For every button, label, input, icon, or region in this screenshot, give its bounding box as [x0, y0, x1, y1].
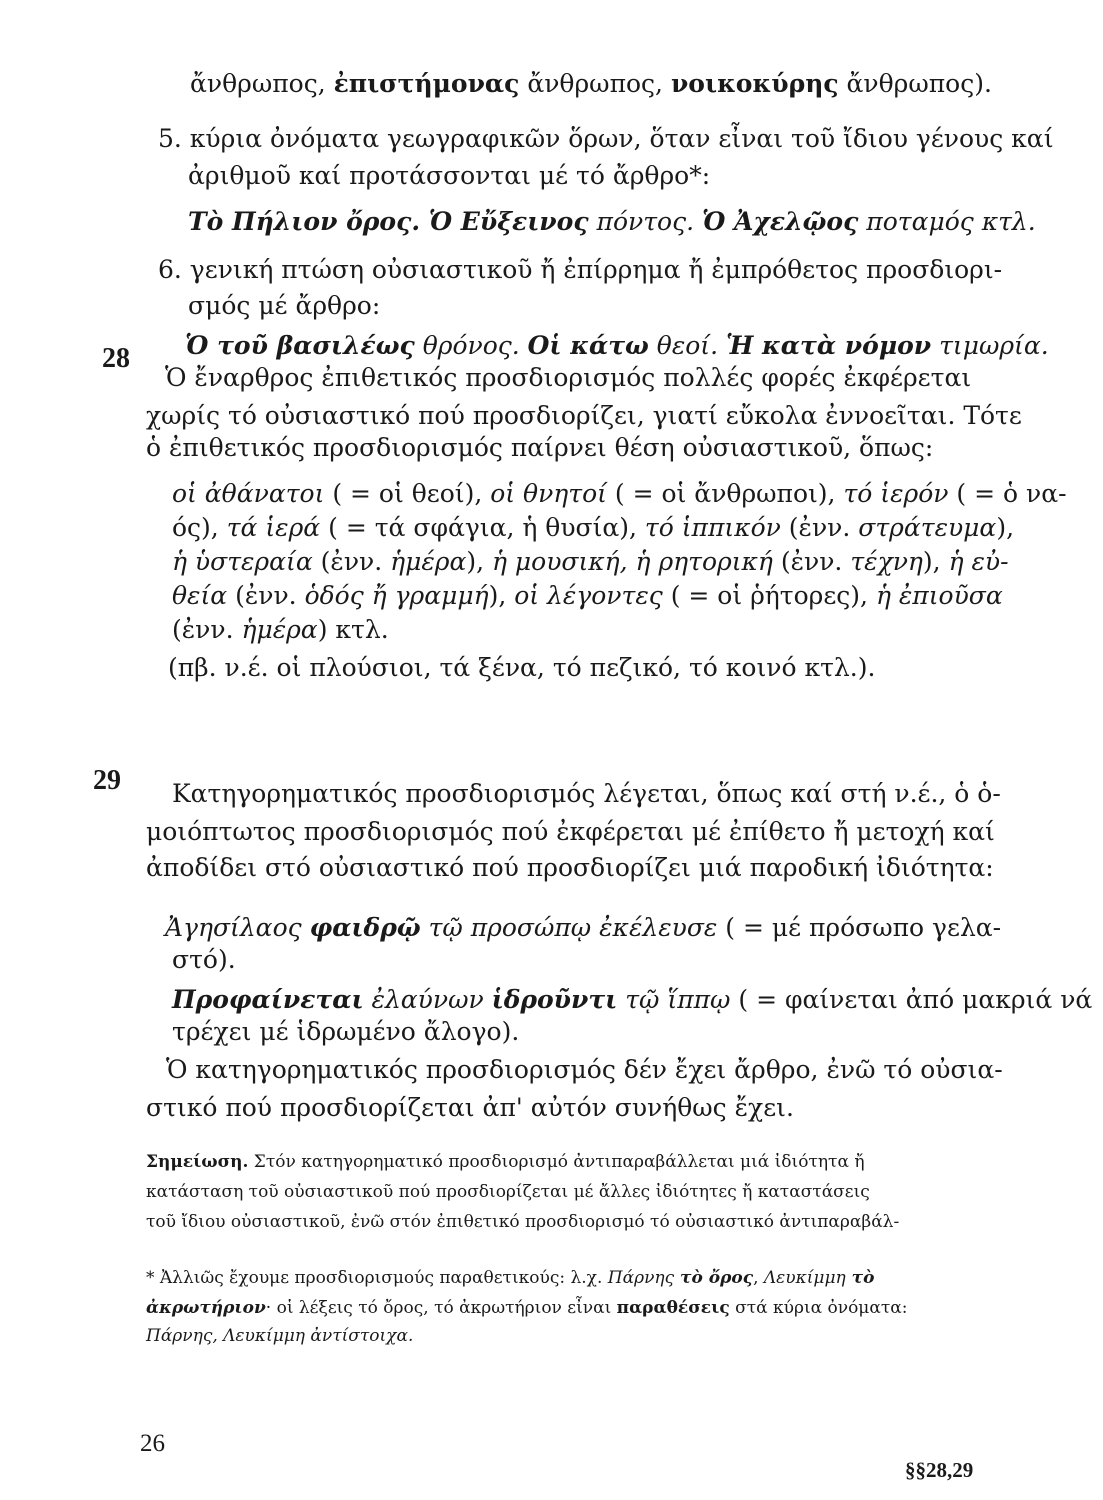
- example-line: Προφαίνεται ἐλαύνων ἱδροῦντι τῷ ἵππῳ ( = φαίνεται ἀπό μακριά νά: [172, 985, 1093, 1014]
- footnote-line: ἀκρωτήριον· οἱ λέξεις τό ὄρος, τό ἀκρωτήριον εἶναι παραθέσεις στά κύρια ὀνόματα:: [146, 1298, 908, 1318]
- example-line: Ὁ τοῦ βασιλέως θρόνος. Οἱ κάτω θεοί. Ἡ κατὰ νόμον τιμωρία.: [185, 331, 1049, 360]
- body-line: ἄνθρωπος, ἐπιστήμονας ἄνθρωπος, νοικοκύρης ἄνθρωπος).: [190, 69, 992, 98]
- note-line: Σημείωση. Στόν κατηγορηματικό προσδιορισμό ἀντιπαραβάλλεται μιά ἰδιότητα ἤ: [146, 1152, 865, 1172]
- paragraph-line: Κατηγορηματικός προσδιορισμός λέγεται, ὅπως καί στή ν.έ., ὁ ὁ-: [172, 779, 1001, 808]
- page-number: 26: [140, 1430, 165, 1457]
- body-line: ἀριθμοῦ καί προτάσσονται μέ τό ἄρθρο*:: [188, 161, 711, 190]
- bold-term: ἐπιστήμονας: [333, 69, 520, 98]
- paragraph-line: χωρίς τό οὐσιαστικό πού προσδιορίζει, γιατί εὔκολα ἐννοεῖται. Τότε: [146, 401, 1022, 430]
- footnote-line: Πάρνης, Λευκίμμη ἀντίστοιχα.: [146, 1326, 414, 1346]
- list-item-6: 6. γενική πτώση οὐσιαστικοῦ ἤ ἐπίρρημα ἤ ἐμπρόθετος προσδιορι-: [158, 255, 1003, 284]
- note-label: Σημείωση.: [146, 1152, 249, 1172]
- bold-term: νοικοκύρης: [670, 69, 839, 98]
- list-item-5: 5. κύρια ὀνόματα γεωγραφικῶν ὅρων, ὅταν εἶναι τοῦ ἴδιου γένους καί: [158, 124, 1054, 153]
- example-line: ός), τά ἱερά ( = τά σφάγια, ἡ θυσία), τό ἱππικόν (ἐνν. στράτευμα),: [172, 513, 1015, 542]
- paragraph-line: Ὁ ἔναρθρος ἐπιθετικός προσδιορισμός πολλές φορές ἐκφέρεται: [165, 363, 972, 392]
- example-line: οἱ ἀθάνατοι ( = οἱ θεοί), οἱ θνητοί ( = οἱ ἄνθρωποι), τό ἱερόν ( = ὁ να-: [172, 479, 1067, 508]
- footnote-line: * Ἀλλιῶς ἔχουμε προσδιορισμούς παραθετικούς: λ.χ. Πάρνης τὸ ὄρος, Λευκίμμη τὸ: [146, 1268, 875, 1288]
- section-number-28: 28: [102, 343, 130, 374]
- body-line: σμός μέ ἄρθρο:: [188, 291, 381, 320]
- note-line: κατάσταση τοῦ οὐσιαστικοῦ πού προσδιορίζεται μέ ἄλλες ἰδιότητες ἤ καταστάσεις: [146, 1182, 870, 1202]
- example-line: (πβ. ν.έ. οἱ πλούσιοι, τά ξένα, τό πεζικό, τό κοινό κτλ.).: [168, 653, 876, 682]
- paragraph-line: μοιόπτωτος προσδιορισμός πού ἐκφέρεται μέ ἐπίθετο ἤ μετοχή καί: [146, 817, 995, 846]
- example-line: θεία (ἐνν. ὁδός ἤ γραμμή), οἱ λέγοντες ( = οἱ ῥήτορες), ἡ ἐπιοῦσα: [172, 581, 1003, 610]
- example-line: ἡ ὑστεραία (ἐνν. ἡμέρα), ἡ μουσική, ἡ ρητορική (ἐνν. τέχνη), ἡ εὐ-: [172, 547, 1009, 576]
- paragraph-line: ἀποδίδει στό οὐσιαστικό πού προσδιορίζει μιά παροδική ἰδιότητα:: [146, 853, 994, 882]
- example-line: Ἀγησίλαος φαιδρῷ τῷ προσώπῳ ἐκέλευσε ( = μέ πρόσωπο γελα-: [165, 913, 1002, 942]
- note-line: τοῦ ἴδιου οὐσιαστικοῦ, ἐνῶ στόν ἐπιθετικό προσδιορισμό τό οὐσιαστικό ἀντιπαραβάλ-: [146, 1212, 900, 1232]
- example-line: (ἐνν. ἡμέρα) κτλ.: [172, 615, 389, 644]
- paragraph-line: Ὁ κατηγορηματικός προσδιορισμός δέν ἔχει ἄρθρο, ἐνῶ τό οὐσια-: [166, 1055, 1003, 1084]
- example-line: Τὸ Πήλιον ὄρος. Ὁ Εὔξεινος πόντος. Ὁ Ἀχελῷος ποταμός κτλ.: [188, 207, 1036, 236]
- paragraph-line: στικό πού προσδιορίζεται ἀπ' αὐτόν συνήθως ἔχει.: [146, 1093, 794, 1122]
- section-reference: §§28,29: [905, 1458, 974, 1482]
- paragraph-line: ὁ ἐπιθετικός προσδιορισμός παίρνει θέση οὐσιαστικοῦ, ὅπως:: [146, 433, 934, 462]
- example-line: τρέχει μέ ἱδρωμένο ἄλογο).: [172, 1017, 520, 1046]
- example-line: στό).: [172, 945, 236, 974]
- section-number-29: 29: [93, 765, 121, 796]
